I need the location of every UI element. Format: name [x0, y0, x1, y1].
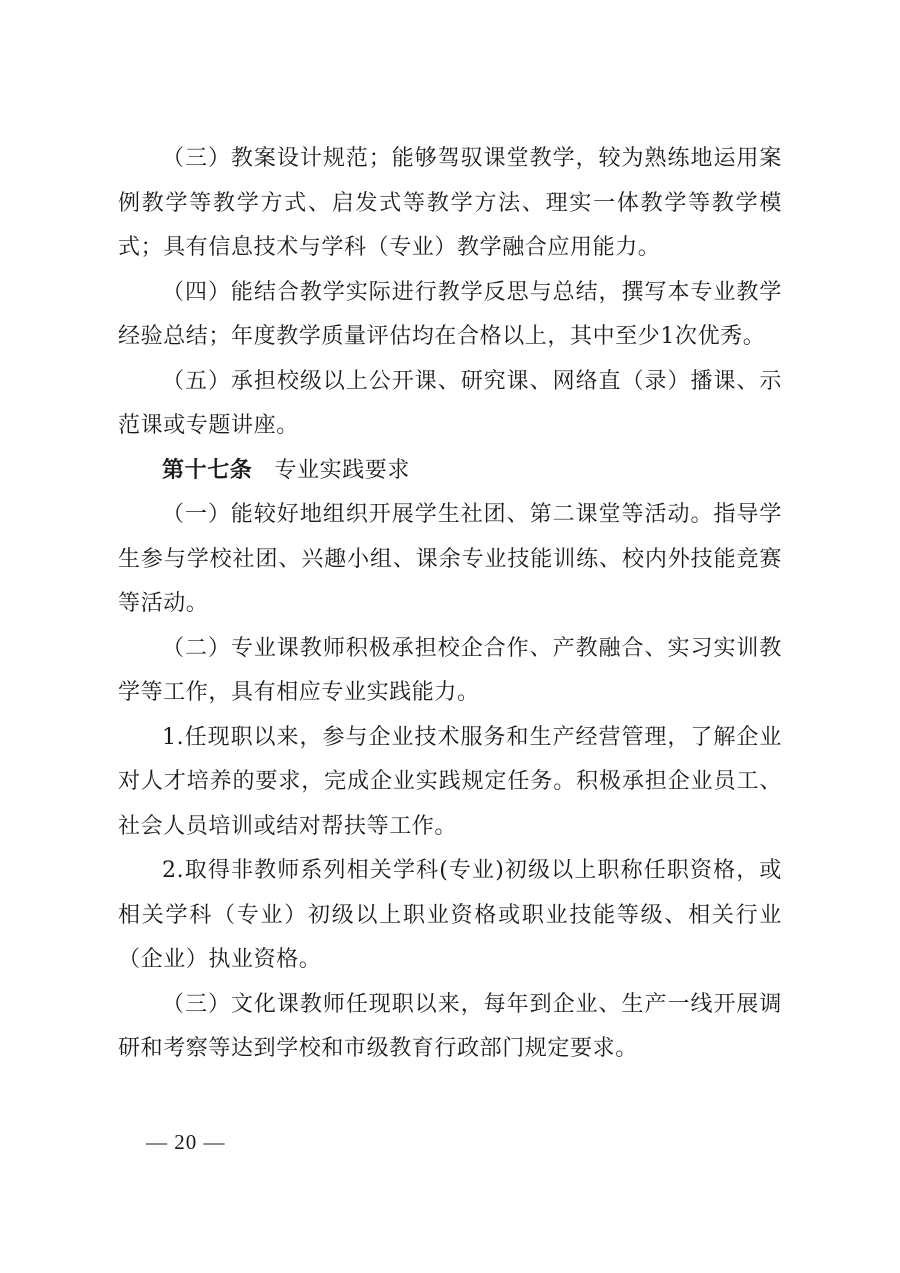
- paragraph-2: （二）专业课教师积极承担校企合作、产教融合、实习实训教学等工作，具有相应专业实践能力。: [118, 635, 782, 705]
- paragraph-1: （一）能较好地组织开展学生社团、第二课堂等活动。指导学生参与学校社团、兴趣小组、课余专业技能训练、校内外技能竞赛等活动。: [118, 502, 782, 616]
- paragraph-3: （三）教案设计规范；能够驾驭课堂教学，较为熟练地运用案例教学等教学方式、启发式等教学方法、理实一体教学等教学模式；具有信息技术与学科（专业）教学融合应用能力。: [118, 146, 782, 260]
- paragraph-3b: （三）文化课教师任现职以来，每年到企业、生产一线开展调研和考察等达到学校和市级教育行政部门规定要求。: [118, 991, 782, 1061]
- paragraph-5: （五）承担校级以上公开课、研究课、网络直（录）播课、示范课或专题讲座。: [118, 368, 782, 438]
- article-title: 专业实践要求: [274, 457, 411, 483]
- paragraph-4: （四）能结合教学实际进行教学反思与总结，撰写本专业教学经验总结；年度教学质量评估均在合格以上，其中至少1次优秀。: [118, 279, 782, 349]
- list-item-1: 1.任现职以来，参与企业技术服务和生产经营管理，了解企业对人才培养的要求，完成企业实践规定任务。积极承担企业员工、社会人员培训或结对帮扶等工作。: [118, 724, 782, 839]
- document-body: [118, 137, 782, 1072]
- list-item-2: 2.取得非教师系列相关学科(专业)初级以上职称任职资格，或相关学科（专业）初级以上职业资格或职业技能等级、相关行业（企业）执业资格。: [118, 858, 782, 972]
- article-number: 第十七条: [162, 457, 253, 483]
- page-number: — 20 —: [146, 1130, 226, 1154]
- article-17-heading: [118, 449, 782, 494]
